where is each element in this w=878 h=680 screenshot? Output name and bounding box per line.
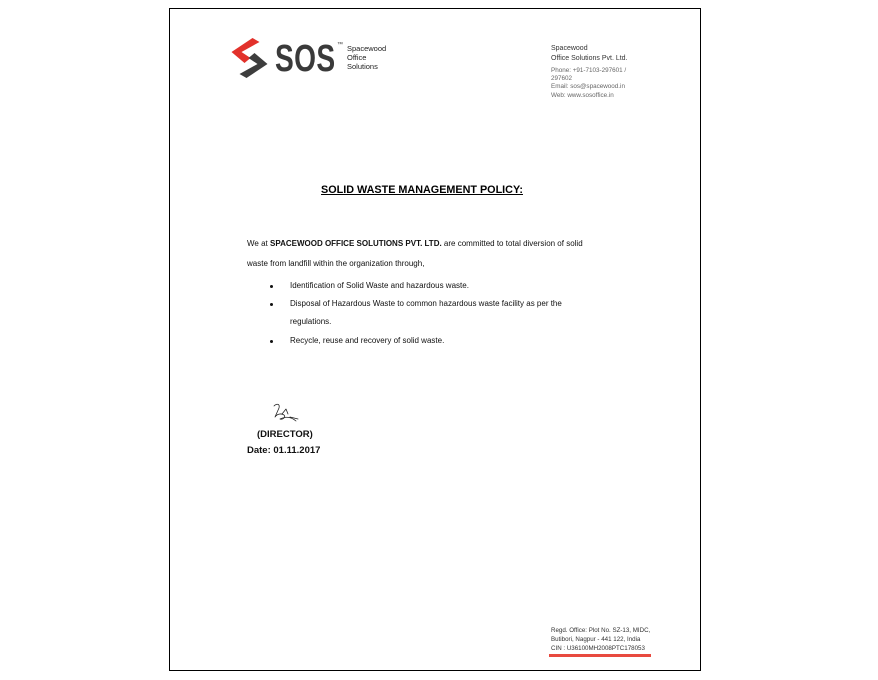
bullet-text-continuation: regulations.	[290, 317, 332, 326]
intro-company-name: SPACEWOOD OFFICE SOLUTIONS PVT. LTD.	[269, 239, 442, 248]
logo-tagline-line-1: Spacewood	[347, 43, 387, 53]
logo-tagline-line-3: Solutions	[347, 61, 378, 71]
footer-line-1: Regd. Office: Plot No. SZ-13, MIDC,	[551, 626, 651, 634]
intro-suffix: are committed to total diversion of solid	[441, 239, 583, 248]
policy-title: SOLID WASTE MANAGEMENT POLICY:	[321, 184, 523, 196]
company-name-line-1: Spacewood	[551, 44, 588, 52]
bullet-dot	[270, 340, 273, 343]
policy-date: Date: 01.11.2017	[247, 445, 321, 456]
intro-line-1	[247, 239, 583, 249]
bullet-text: Disposal of Hazardous Waste to common hazardous waste facility as per the	[290, 299, 562, 308]
footer-accent-bar	[549, 654, 651, 657]
footer-line-2: Butibori, Nagpur - 441 122, India	[551, 635, 641, 643]
company-phone-line-2: 297602	[551, 74, 573, 82]
bullet-dot	[270, 285, 273, 288]
document-page	[169, 8, 701, 671]
company-web: Web: www.sosoffice.in	[551, 91, 614, 99]
trademark-symbol: ™	[337, 42, 343, 48]
bullet-text: Recycle, reuse and recovery of solid waste.	[290, 336, 445, 345]
intro-line-2: waste from landfill within the organization through,	[247, 259, 425, 268]
logo-wordmark: SOS	[275, 38, 336, 80]
director-signature	[268, 402, 300, 426]
signature-icon	[268, 402, 300, 426]
sos-logo-icon	[228, 37, 271, 79]
footer-line-3: CIN : U36100MH2008PTC178053	[551, 644, 645, 652]
intro-prefix: We at	[247, 239, 270, 248]
company-email: Email: sos@spacewood.in	[551, 83, 625, 90]
bullet-dot	[270, 303, 273, 306]
company-phone-line-1: Phone: +91-7103-297601 /	[551, 66, 627, 74]
logo-tagline-line-2: Office	[347, 52, 367, 62]
signatory-role: (DIRECTOR)	[257, 429, 313, 440]
sos-logo-mark	[228, 37, 271, 79]
company-name-line-2: Office Solutions Pvt. Ltd.	[551, 54, 628, 62]
bullet-text: Identification of Solid Waste and hazardous waste.	[290, 281, 469, 290]
